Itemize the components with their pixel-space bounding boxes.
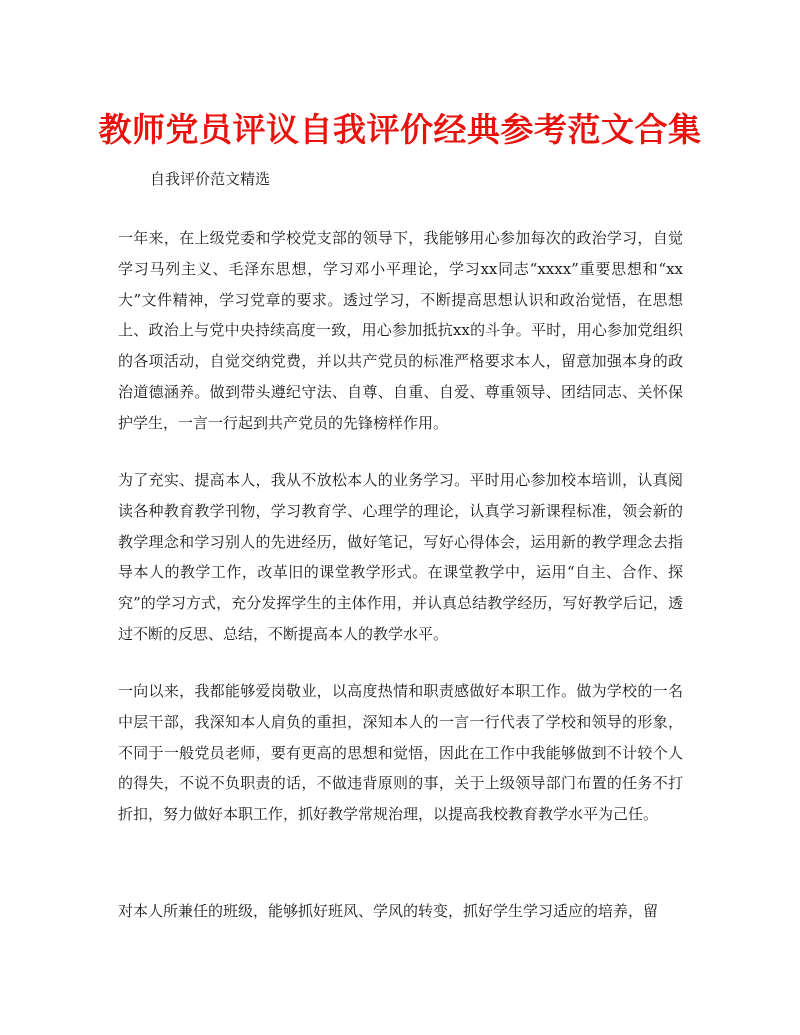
paragraph-4: 对本人所兼任的班级，能够抓好班风、学风的转变，抓好学生学习适应的培养，留 bbox=[118, 902, 659, 920]
paragraph-3: 一向以来，我都能够爱岗敬业，以高度热情和职责感做好本职工作。做为学校的一名中层干部，我深知本人肩负的重担，深知本人的一言一行代表了学校和领导的形象，不同于一般党员老师，要有更高的思想和觉悟，因此在工作中我能够做到不计较个人的得失，不说不负职责的话，不做违背原则的事，关于上级领导部门布置的任务不打折扣，努力做好本职工作，抓好教学常规治理，以提高我校教育教学水平为己任。 bbox=[118, 682, 683, 824]
document-title: 教师党员评议自我评价经典参考范文合集 bbox=[98, 110, 702, 149]
paragraph-2: 为了充实、提高本人，我从不放松本人的业务学习。平时用心参加校本培训，认真阅读各种教育教学刊物，学习教育学、心理学的理论，认真学习新课程标准，领会新的教学理念和学习别人的先进经历，做好笔记，写好心得体会，运用新的教学理念去指导本人的教学工作，改革旧的课堂教学形式。在课堂教学中，运用“自主、合作、探究”的学习方式，充分发挥学生的主体作用，并认真总结教学经历，写好教学后记，透过不断的反思、总结，不断提高本人的教学水平。 bbox=[118, 471, 683, 643]
document-subtitle: 自我评价范文精选 bbox=[150, 170, 271, 188]
paragraph-1: 一年来，在上级党委和学校党支部的领导下，我能够用心参加每次的政治学习，自觉学习马列主义、毛泽东思想，学习邓小平理论，学习xx同志“xxxx”重要思想和“xx大”文件精神，学习党章的要求。透过学习，不断提高思想认识和政治觉悟，在思想上、政治上与党中央持续高度一致，用心参加抵抗xx的斗争。平时，用心参加党组织的各项活动，自觉交纳党费，并以共产党员的标准严格要求本人，留意加强本身的政治道德涵养。做到带头遵纪守法、自尊、自重、自爱、尊重领导、团结同志、关怀保护学生，一言一行起到共产党员的先锋榜样作用。 bbox=[118, 229, 683, 432]
